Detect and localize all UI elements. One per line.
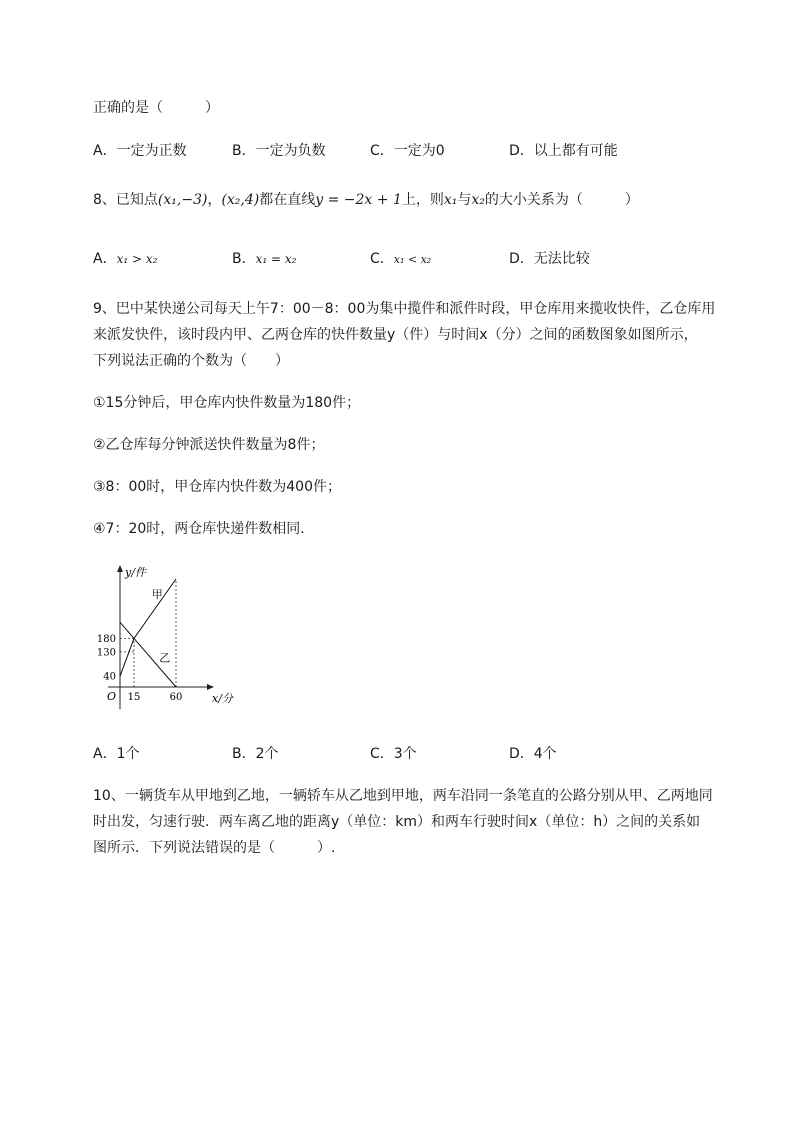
q8-option-b-label: B． bbox=[232, 251, 256, 267]
series-label-jia: 甲 bbox=[151, 587, 163, 601]
q10-stem-line-3: 图所示．下列说法错误的是（ ）. bbox=[93, 840, 336, 856]
q9-function-chart bbox=[90, 560, 270, 720]
x-axis-label: x/分 bbox=[212, 692, 233, 705]
q8-sep: ， bbox=[207, 192, 222, 208]
q8-mid2: 上，则 bbox=[401, 192, 444, 208]
q9-option-b: B．2个 bbox=[232, 746, 279, 762]
q7-tail: 正确的是（ ） bbox=[93, 100, 219, 116]
q8-var-x1: x₁ bbox=[443, 192, 458, 208]
q9-statement-4: ④7：20时，两仓库快递件数相同． bbox=[93, 521, 315, 537]
origin-label: O bbox=[107, 690, 117, 703]
q8-stem bbox=[93, 190, 639, 210]
y-axis-label: y/件 bbox=[125, 566, 146, 579]
q8-option-a-label: A． bbox=[93, 251, 117, 267]
q8-option-c bbox=[370, 249, 431, 270]
q7-option-a: A．一定为正数 bbox=[93, 143, 187, 159]
q8-mid3: 与 bbox=[457, 192, 472, 208]
q8-option-a bbox=[93, 249, 157, 269]
q8-option-a-expr: x₁ > x₂ bbox=[116, 252, 158, 266]
q9-statement-2: ②乙仓库每分钟派送快件数量为8件； bbox=[93, 437, 325, 453]
y-tick-label-40: 40 bbox=[103, 671, 116, 683]
q9-statement-1: ①15分钟后，甲仓库内快件数量为180件； bbox=[93, 395, 361, 411]
x-tick-label-15: 15 bbox=[127, 692, 141, 703]
q10-stem-line-1: 10、一辆货车从甲地到乙地，一辆轿车从乙地到甲地，两车沿同一条笔直的公路分别从甲、乙两地同 bbox=[93, 788, 713, 804]
q7-option-b: B．一定为负数 bbox=[232, 143, 326, 159]
q8-var-x2: x₂ bbox=[471, 192, 485, 208]
q9-statement-3: ③8：00时，甲仓库内快件数为400件； bbox=[93, 479, 341, 495]
y-tick-label-180: 180 bbox=[96, 633, 116, 645]
q8-line-equation: y = −2x + 1 bbox=[315, 192, 402, 208]
series-label-yi: 乙 bbox=[159, 651, 171, 665]
q8-point-2: (x₂,4) bbox=[221, 192, 260, 208]
y-axis-arrow bbox=[117, 565, 123, 572]
q9-option-c: C．3个 bbox=[370, 746, 417, 762]
q8-option-c-label: C． bbox=[370, 251, 394, 267]
q9-option-d: D．4个 bbox=[509, 746, 557, 762]
q9-option-a: A．1个 bbox=[93, 746, 140, 762]
q8-option-c-expr: x₁ < x₂ bbox=[393, 253, 432, 266]
q8-tail: 的大小关系为（ ） bbox=[484, 192, 639, 208]
y-tick-label-130: 130 bbox=[96, 647, 116, 659]
q9-stem-line-3: 下列说法正确的个数为（ ） bbox=[93, 353, 289, 369]
q8-mid1: 都在直线 bbox=[259, 192, 316, 208]
q8-option-b bbox=[232, 249, 296, 269]
x-tick-label-60: 60 bbox=[169, 692, 183, 703]
q9-stem-line-2: 来派发快件，该时段内甲、乙两仓库的快件数量y（件）与时间x（分）之间的函数图象如图所示， bbox=[93, 327, 698, 343]
q8-option-d bbox=[509, 249, 590, 269]
q8-option-d-label: D． bbox=[509, 251, 534, 267]
q7-option-c: C．一定为0 bbox=[370, 143, 445, 159]
x-axis-arrow bbox=[207, 684, 214, 690]
q9-stem-line-1: 9、巴中某快递公司每天上午7：00－8：00为集中揽件和派件时段，甲仓库用来揽收快件，乙仓库用 bbox=[93, 301, 716, 317]
q8-prefix: 8、已知点 bbox=[93, 192, 158, 208]
q10-stem-line-2: 时出发，匀速行驶．两车离乙地的距离y（单位：km）和两车行驶时间x（单位：h）之间的关系如 bbox=[93, 814, 701, 830]
q7-option-d: D．以上都有可能 bbox=[509, 143, 618, 159]
q8-option-d-expr: 无法比较 bbox=[533, 251, 590, 267]
q8-point-1: (x₁,−3) bbox=[157, 192, 208, 208]
q8-option-b-expr: x₁ = x₂ bbox=[255, 252, 297, 266]
